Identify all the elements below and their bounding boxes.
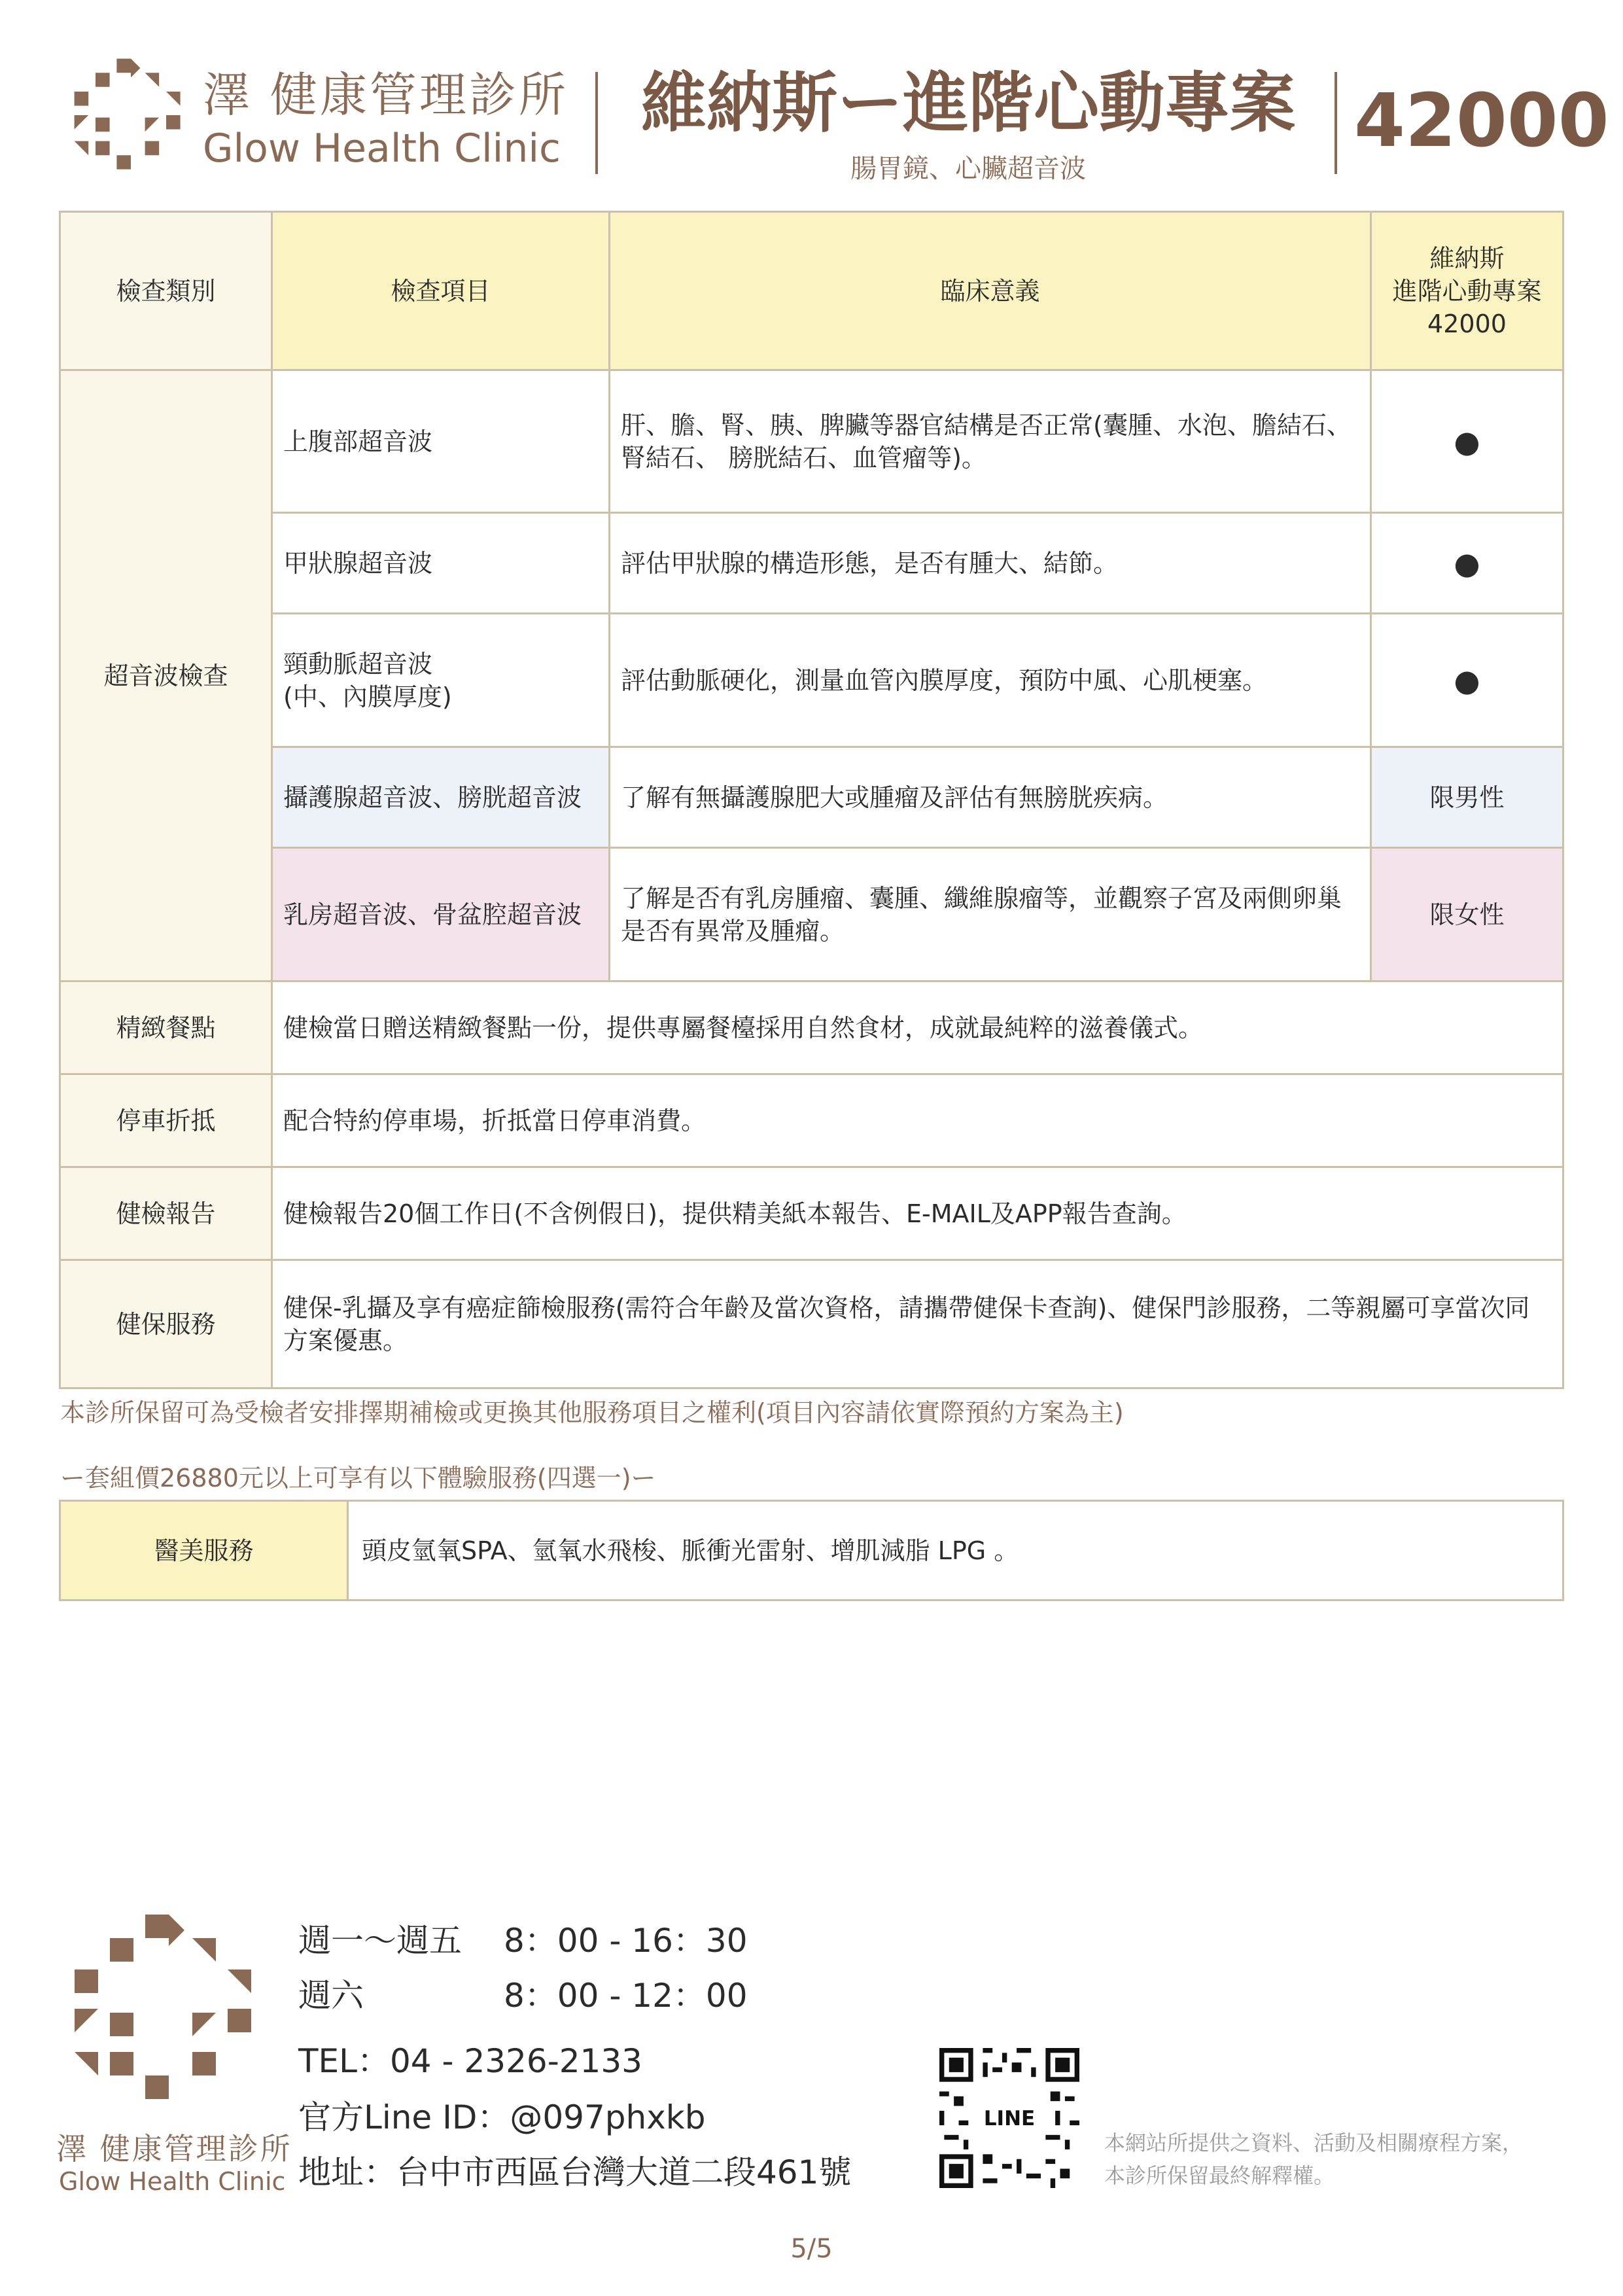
table-row <box>60 848 1563 981</box>
service-row <box>60 1167 1563 1260</box>
table-row <box>60 513 1563 614</box>
hours-weekday-time: 8：00 - 16：30 <box>504 1922 748 1960</box>
contact-tel: TEL：04 - 2326-2133 <box>298 2042 642 2080</box>
header-plan-line: 進階心動專案 <box>1392 276 1542 306</box>
exam-meaning: 了解有無攝護腺肥大或腫瘤及評估有無膀胱疾病。 <box>610 747 1371 848</box>
table-header-row <box>60 212 1563 370</box>
header-plan-line: 維納斯 <box>1429 243 1505 273</box>
header-divider <box>595 72 598 174</box>
service-category: 精緻餐點 <box>60 981 272 1074</box>
extra-service-table <box>59 1500 1564 1601</box>
exam-item: 乳房超音波、骨盆腔超音波 <box>272 848 610 981</box>
exam-meaning: 了解是否有乳房腫瘤、囊腫、纖維腺瘤等，並觀察子宮及兩側卵巢是否有異常及腫瘤。 <box>610 848 1371 981</box>
female-only-badge: 限女性 <box>1371 848 1563 981</box>
service-text: 健保-乳攝及享有癌症篩檢服務(需符合年齡及當次資格，請攜帶健保卡查詢)、健保門診服務，二等親屬可享當次同方案優惠。 <box>272 1260 1563 1388</box>
brand-name-en: Glow Health Clinic <box>203 126 561 171</box>
exam-meaning: 評估甲狀腺的構造形態，是否有腫大、結節。 <box>610 513 1371 614</box>
clinic-logo-icon <box>72 56 190 174</box>
male-only-badge: 限男性 <box>1371 747 1563 848</box>
disclaimer-line: 本診所保留最終解釋權。 <box>1104 2163 1335 2188</box>
exam-meaning: 評估動脈硬化，測量血管內膜厚度，預防中風、心肌梗塞。 <box>610 614 1371 747</box>
category-ultrasound: 超音波檢查 <box>60 370 272 981</box>
disclaimer <box>1104 2127 1523 2192</box>
service-category: 停車折抵 <box>60 1074 272 1167</box>
exam-table <box>59 211 1564 1389</box>
footer-brand-cn: 澤 健康管理診所 <box>56 2131 292 2166</box>
table-row <box>60 614 1563 747</box>
service-category: 健保服務 <box>60 1260 272 1388</box>
qr-line-label: LINE <box>983 2107 1036 2131</box>
included-mark: ● <box>1371 370 1563 513</box>
header-plan <box>1371 212 1563 370</box>
service-row <box>60 1260 1563 1388</box>
header-item: 檢查項目 <box>272 212 610 370</box>
contact-address: 地址：台中市西區台灣大道二段461號 <box>298 2153 852 2191</box>
package-subtitle: 腸胃鏡、心臟超音波 <box>850 154 1086 184</box>
package-price: 42000 <box>1354 79 1609 164</box>
included-mark: ● <box>1371 513 1563 614</box>
service-text: 健檢當日贈送精緻餐點一份，提供專屬餐檯採用自然食材，成就最純粹的滋養儀式。 <box>272 981 1563 1074</box>
service-text: 健檢報告20個工作日(不含例假日)，提供精美紙本報告、E-MAIL及APP報告查詢。 <box>272 1167 1563 1260</box>
extra-category: 醫美服務 <box>60 1501 348 1600</box>
exam-meaning: 肝、膽、腎、胰、脾臟等器官結構是否正常(囊腫、水泡、膽結石、腎結石、 膀胱結石、血管瘤等)。 <box>610 370 1371 513</box>
contact-line-id: 官方Line ID：@097phxkb <box>298 2098 706 2136</box>
disclaimer-line: 本網站所提供之資料、活動及相關療程方案， <box>1104 2130 1524 2155</box>
header-divider <box>1335 72 1337 174</box>
hours-saturday-label: 週六 <box>298 1977 364 2015</box>
exam-item: 甲狀腺超音波 <box>272 513 610 614</box>
included-mark: ● <box>1371 614 1563 747</box>
header-category: 檢查類別 <box>60 212 272 370</box>
line-qr-code-icon[interactable] <box>939 2048 1079 2188</box>
service-category: 健檢報告 <box>60 1167 272 1260</box>
exam-item: 上腹部超音波 <box>272 370 610 513</box>
hours-weekday-label: 週一～週五 <box>298 1922 462 1960</box>
hours-saturday-time: 8：00 - 12：00 <box>504 1977 748 2015</box>
service-row <box>60 981 1563 1074</box>
table-row <box>60 747 1563 848</box>
header-plan-line: 42000 <box>1427 309 1507 338</box>
extra-text: 頭皮氫氧SPA、氫氧水飛梭、脈衝光雷射、增肌減脂 LPG 。 <box>348 1501 1563 1600</box>
exam-item: 頸動脈超音波 (中、內膜厚度) <box>272 614 610 747</box>
header-brand <box>203 65 569 173</box>
header-meaning: 臨床意義 <box>610 212 1371 370</box>
clinic-logo-icon <box>71 1904 267 2113</box>
service-row <box>60 1074 1563 1167</box>
reserve-note: 本診所保留可為受檢者安排擇期補檢或更換其他服務項目之權利(項目內容請依實際預約方案為主) <box>60 1398 1124 1427</box>
package-title: 維納斯ー進階心動專案 <box>641 65 1295 141</box>
bonus-note: ー套組價26880元以上可享有以下體驗服務(四選一)ー <box>60 1464 656 1492</box>
table-row <box>60 370 1563 513</box>
exam-item: 攝護腺超音波、膀胱超音波 <box>272 747 610 848</box>
brand-name-cn: 澤 健康管理診所 <box>203 67 568 122</box>
page-number: 5/5 <box>790 2234 833 2264</box>
table-row <box>60 1501 1563 1600</box>
service-text: 配合特約停車場，折抵當日停車消費。 <box>272 1074 1563 1167</box>
footer-brand-en: Glow Health Clinic <box>59 2167 286 2196</box>
